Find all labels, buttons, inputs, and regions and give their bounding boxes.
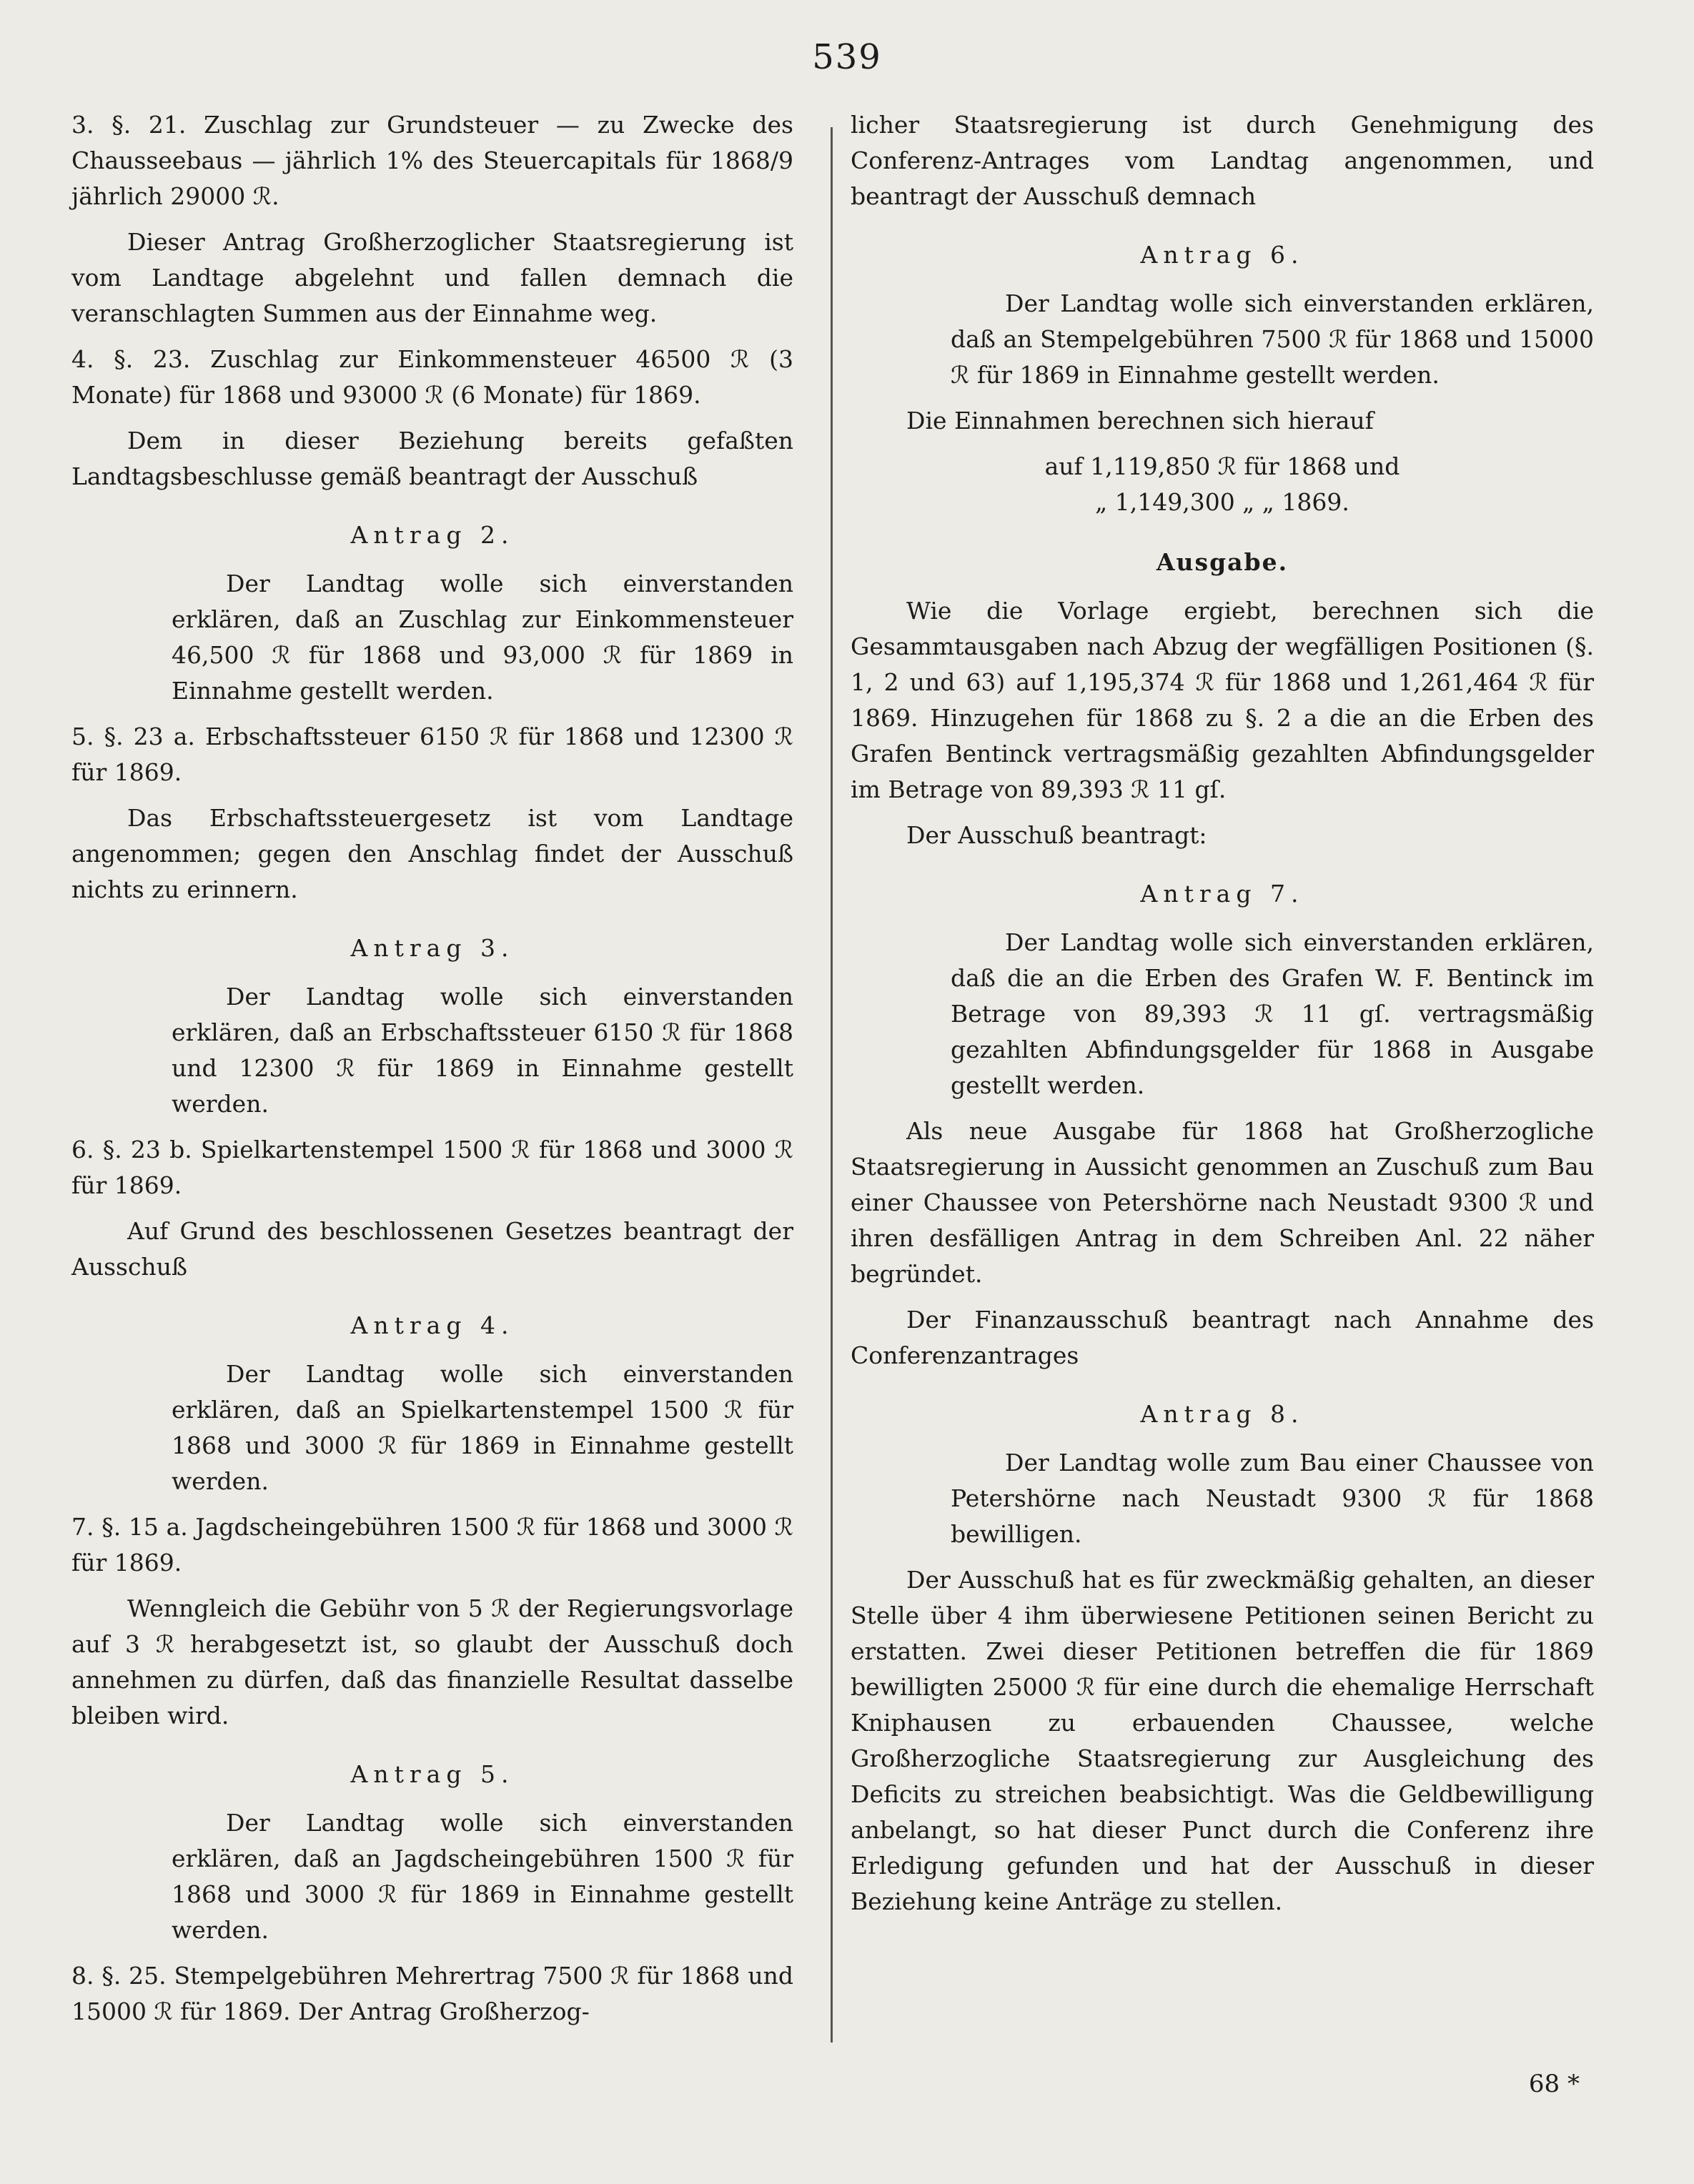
section-heading: Ausgabe. xyxy=(1156,548,1289,576)
motion-heading: Antrag 2. xyxy=(350,521,515,549)
paragraph: Als neue Ausgabe für 1868 hat Großherzogliche Staatsregierung in Aussicht genommen an Zuschuß zum Bau einer Chaussee von Petershörne nach Neustadt 9300 ℛ und ihren desfälligen Antrag in dem Schreiben Anl. 22 näher begründet. xyxy=(851,1117,1594,1288)
paragraph: Die Einnahmen berechnen sich hierauf xyxy=(906,407,1374,435)
paragraph: 3. §. 21. Zuschlag zur Grundsteuer — zu Zwecke des Chausseebaus — jährlich 1% des Steuercapitals für 1868/9 jährlich 29000 ℛ. xyxy=(71,111,793,210)
paragraph: licher Staatsregierung ist durch Genehmigung des Conferenz-Antrages vom Landtag angenommen, und beantragt der Ausschuß demnach xyxy=(851,111,1594,210)
paragraph: 6. §. 23 b. Spielkartenstempel 1500 ℛ für 1868 und 3000 ℛ für 1869. xyxy=(71,1136,793,1199)
paragraph: Dieser Antrag Großherzoglicher Staatsregierung ist vom Landtage abgelehnt und fallen demnach die veranschlagten Summen aus der Einnahme weg. xyxy=(71,228,793,327)
summary-line: „ 1,149,300 „ „ 1869. xyxy=(1095,488,1349,516)
motion-heading: Antrag 6. xyxy=(1140,241,1304,269)
paragraph: Dem in dieser Beziehung bereits gefaßten Landtagsbeschlusse gemäß beantragt der Ausschuß xyxy=(71,427,793,490)
paragraph: Auf Grund des beschlossenen Gesetzes beantragt der Ausschuß xyxy=(71,1217,793,1281)
paragraph: 5. §. 23 a. Erbschaftssteuer 6150 ℛ für 1868 und 12300 ℛ für 1869. xyxy=(71,723,793,786)
motion-heading: Antrag 3. xyxy=(350,934,515,962)
paragraph: Wenngleich die Gebühr von 5 ℛ der Regierungsvorlage auf 3 ℛ herabgesetzt ist, so glaubt der Ausschuß doch annehmen zu dürfen, daß das finanzielle Resultat dasselbe bleiben wird. xyxy=(71,1594,793,1729)
paragraph: 4. §. 23. Zuschlag zur Einkommensteuer 46500 ℛ (3 Monate) für 1868 und 93000 ℛ (6 Monate) für 1869. xyxy=(71,345,793,409)
motion-text: Der Landtag wolle sich einverstanden erklären, daß an Spielkartenstempel 1500 ℛ für 1868 und 3000 ℛ für 1869 in Einnahme gestellt werden. xyxy=(172,1360,793,1495)
paragraph: Der Ausschuß beantragt: xyxy=(906,821,1207,849)
paragraph: Der Finanzausschuß beantragt nach Annahme des Conferenzantrages xyxy=(851,1306,1594,1369)
paragraph: Wie die Vorlage ergiebt, berechnen sich die Gesammtausgaben nach Abzug der wegfälligen Positionen (§. 1, 2 und 63) auf 1,195,374 ℛ für 1868 und 1,261,464 ℛ für 1869. Hinzugehen für 1868 zu §. 2 a die an die Erben des Grafen Bentinck vertragsmäßig gezahlten Abfindungsgelder im Betrage von 89,393 ℛ 11 gſ. xyxy=(851,597,1594,803)
left-column xyxy=(71,107,793,2040)
motion-text: Der Landtag wolle sich einverstanden erklären, daß an Erbschaftssteuer 6150 ℛ für 1868 und 12300 ℛ für 1869 in Einnahme gestellt werden. xyxy=(172,983,793,1118)
paragraph: Das Erbschaftssteuergesetz ist vom Landtage angenommen; gegen den Anschlag findet der Ausschuß nichts zu erinnern. xyxy=(71,804,793,903)
motion-text: Der Landtag wolle zum Bau einer Chaussee von Petershörne nach Neustadt 9300 ℛ für 1868 bewilligen. xyxy=(951,1449,1594,1548)
motion-heading: Antrag 5. xyxy=(350,1760,515,1788)
right-column xyxy=(851,107,1594,1930)
page-number: 539 xyxy=(812,37,882,77)
motion-text: Der Landtag wolle sich einverstanden erklären, daß die an die Erben des Grafen W. F. Bentinck im Betrage von 89,393 ℛ 11 gſ. vertragsmäßig gezahlten Abfindungsgelder für 1868 in Ausgabe gestellt werden. xyxy=(951,928,1594,1099)
column-divider xyxy=(831,127,833,2042)
motion-heading: Antrag 7. xyxy=(1140,880,1304,908)
motion-heading: Antrag 8. xyxy=(1140,1400,1304,1428)
motion-text: Der Landtag wolle sich einverstanden erklären, daß an Stempelgebühren 7500 ℛ für 1868 und 15000 ℛ für 1869 in Einnahme gestellt werden. xyxy=(951,289,1594,389)
summary-line: auf 1,119,850 ℛ für 1868 und xyxy=(1044,452,1400,480)
motion-text: Der Landtag wolle sich einverstanden erklären, daß an Zuschlag zur Einkommensteuer 46,500 ℛ für 1868 und 93,000 ℛ für 1869 in Einnahme gestellt werden. xyxy=(172,570,793,705)
paragraph: 8. §. 25. Stempelgebühren Mehrertrag 7500 ℛ für 1868 und 15000 ℛ für 1869. Der Antrag Großherzog- xyxy=(71,1962,793,2025)
motion-heading: Antrag 4. xyxy=(350,1311,515,1339)
motion-text: Der Landtag wolle sich einverstanden erklären, daß an Jagdscheingebühren 1500 ℛ für 1868 und 3000 ℛ für 1869 in Einnahme gestellt werden. xyxy=(172,1809,793,1944)
signature-mark: 68 * xyxy=(1528,2070,1580,2098)
paragraph: Der Ausschuß hat es für zweckmäßig gehalten, an dieser Stelle über 4 ihm überwiesene Petitionen seinen Bericht zu erstatten. Zwei dieser Petitionen betreffen die für 1869 bewilligten 25000 ℛ für eine durch die ehemalige Herrschaft Kniphausen zu erbauenden Chaussee, welche Großherzogliche Staatsregierung zur Ausgleichung des Deficits zu streichen beabsichtigt. Was die Geldbewilligung anbelangt, so hat dieser Punct durch die Conferenz ihre Erledigung gefunden und hat der Ausschuß in dieser Beziehung keine Anträge zu stellen. xyxy=(851,1566,1594,1915)
paragraph: 7. §. 15 a. Jagdscheingebühren 1500 ℛ für 1868 und 3000 ℛ für 1869. xyxy=(71,1513,793,1577)
